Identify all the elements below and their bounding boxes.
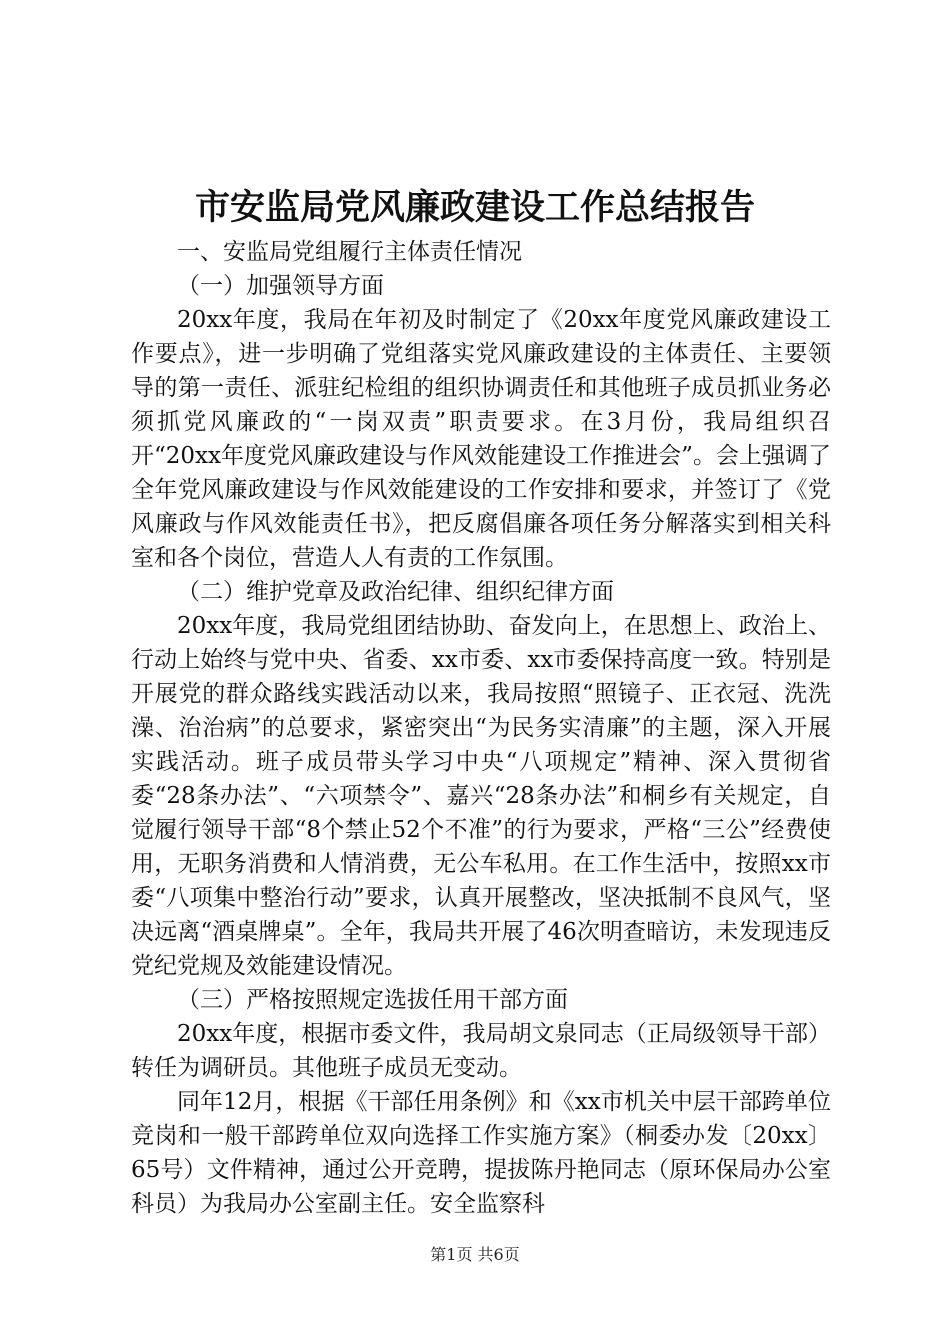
paragraph-appointment: 20xx年度，根据市委文件，我局胡文泉同志（正局级领导干部）转任为调研员。其他班子成员无变动。 — [131, 1021, 831, 1081]
paragraph-promotion: 同年12月，根据《干部任用条例》和《xx市机关中层干部跨单位竞岗和一般干部跨单位双向选择工作实施方案》（桐委办发〔20xx〕65号）文件精神，通过公开竞聘，提拔陈丹艳同志（原环保局办公室科员）为我局办公室副主任。安全监察科 — [131, 1089, 831, 1217]
paragraph-discipline: 20xx年度，我局党组团结协助、奋发向上，在思想上、政治上、行动上始终与党中央、省委、xx市委、xx市委保持高度一致。特别是开展党的群众路线实践活动以来，我局按照“照镜子、正衣冠、洗洗澡、治治病”的总要求，紧密突出“为民务实清廉”的主题，深入开展实践活动。班子成员带头学习中央“八项规定”精神、深入贯彻省委“28条办法”、“六项禁令”、嘉兴“28条办法”和桐乡有关规定，自觉履行领导干部“8个禁止52个不准”的行为要求，严格“三公”经费使用，无职务消费和人情消费，无公车私用。在工作生活中，按照xx市委“八项集中整治行动”要求，认真开展整改，坚决抵制不良风气，坚决远离“酒桌牌桌”。全年，我局共开展了46次明查暗访，未发现违反党纪党规及效能建设情况。 — [131, 613, 831, 979]
subsection-heading-1: （一）加强领导方面 — [177, 273, 384, 299]
document-body — [131, 235, 831, 1221]
section-heading-1: 一、安监局党组履行主体责任情况 — [177, 239, 522, 265]
paragraph-leadership: 20xx年度，我局在年初及时制定了《20xx年度党风廉政建设工作要点》，进一步明确了党组落实党风廉政建设的主体责任、主要领导的第一责任、派驻纪检组的组织协调责任和其他班子成员抓业务必须抓党风廉政的“一岗双责”职责要求。在3月份，我局组织召开“20xx年度党风廉政建设与作风效能建设工作推进会”。会上强调了全年党风廉政建设与作风效能建设的工作安排和要求，并签订了《党风廉政与作风效能责任书》，把反腐倡廉各项任务分解落实到相关科室和各个岗位，营造人人有责的工作氛围。 — [131, 307, 831, 571]
subsection-heading-3: （三）严格按照规定选拔任用干部方面 — [177, 987, 568, 1013]
document-title: 市安监局党风廉政建设工作总结报告 — [194, 187, 755, 228]
page-number: 第1页 共6页 — [430, 1245, 520, 1264]
subsection-heading-2: （二）维护党章及政治纪律、组织纪律方面 — [177, 579, 614, 605]
